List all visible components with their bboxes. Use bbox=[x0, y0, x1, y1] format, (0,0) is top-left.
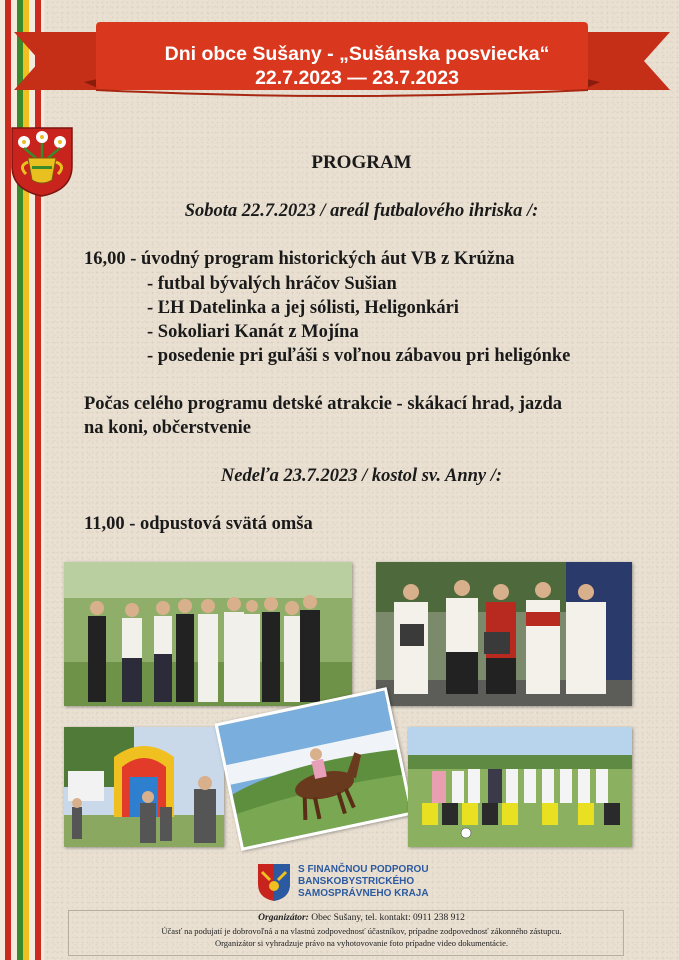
saturday-item-4: - Sokoliari Kanát z Mojína bbox=[147, 322, 359, 342]
support-line-2: BANSKOBYSTRICKÉHO bbox=[298, 876, 415, 887]
organizer-line bbox=[44, 913, 679, 923]
saturday-item-2: - futbal bývalých hráčov Sušian bbox=[147, 274, 397, 294]
saturday-heading: Sobota 22.7.2023 / areál futbalového ihriska /: bbox=[184, 201, 539, 221]
saturday-item-5: - posedenie pri guľáši s voľnou zábavou pri heligónke bbox=[147, 346, 571, 366]
financial-support-text bbox=[298, 864, 429, 900]
program-heading: PROGRAM bbox=[311, 152, 412, 173]
support-line-1: S FINANČNOU PODPOROU bbox=[298, 864, 429, 875]
organizer-value: Obec Sušany, tel. kontakt: 0911 238 912 bbox=[311, 913, 465, 923]
folk-group-photo bbox=[64, 562, 352, 706]
title-banner bbox=[14, 18, 670, 104]
horse-riding-photo bbox=[214, 687, 413, 851]
saturday-item-3: - ĽH Datelinka a jej sólisti, Heligonkári bbox=[147, 298, 459, 318]
sunday-item: 11,00 - odpustová svätá omša bbox=[84, 514, 313, 534]
support-line-3: SAMOSPRÁVNEHO KRAJA bbox=[298, 888, 429, 899]
attractions-line-2: na koni, občerstvenie bbox=[84, 418, 252, 438]
banner-title: Dni obce Sušany - „Sušánska posviecka“ bbox=[164, 43, 550, 65]
organizer-label: Organizátor: bbox=[258, 913, 309, 923]
accordion-players-photo bbox=[376, 562, 632, 706]
saturday-item-1: 16,00 - úvodný program historických áut VB z Krúžna bbox=[84, 249, 515, 269]
attractions-line-1: Počas celého programu detské atrakcie - skákací hrad, jazda bbox=[84, 394, 563, 414]
participation-note: Účasť na podujatí je dobrovoľná a na vlastnú zodpovednosť účastníkov, prípadne zodpovednosť zákonného zástupcu. bbox=[161, 926, 562, 936]
documentation-note: Organizátor si vyhradzuje právo na vyhotovovanie foto prípadne video dokumentácie. bbox=[214, 938, 508, 948]
bbsk-logo-icon bbox=[256, 862, 292, 902]
banner-dates: 22.7.2023 — 23.7.2023 bbox=[255, 67, 459, 89]
football-team-photo bbox=[408, 727, 632, 847]
sunday-heading: Nedeľa 23.7.2023 / kostol sv. Anny /: bbox=[220, 466, 503, 486]
bouncy-castle-photo bbox=[64, 727, 224, 847]
